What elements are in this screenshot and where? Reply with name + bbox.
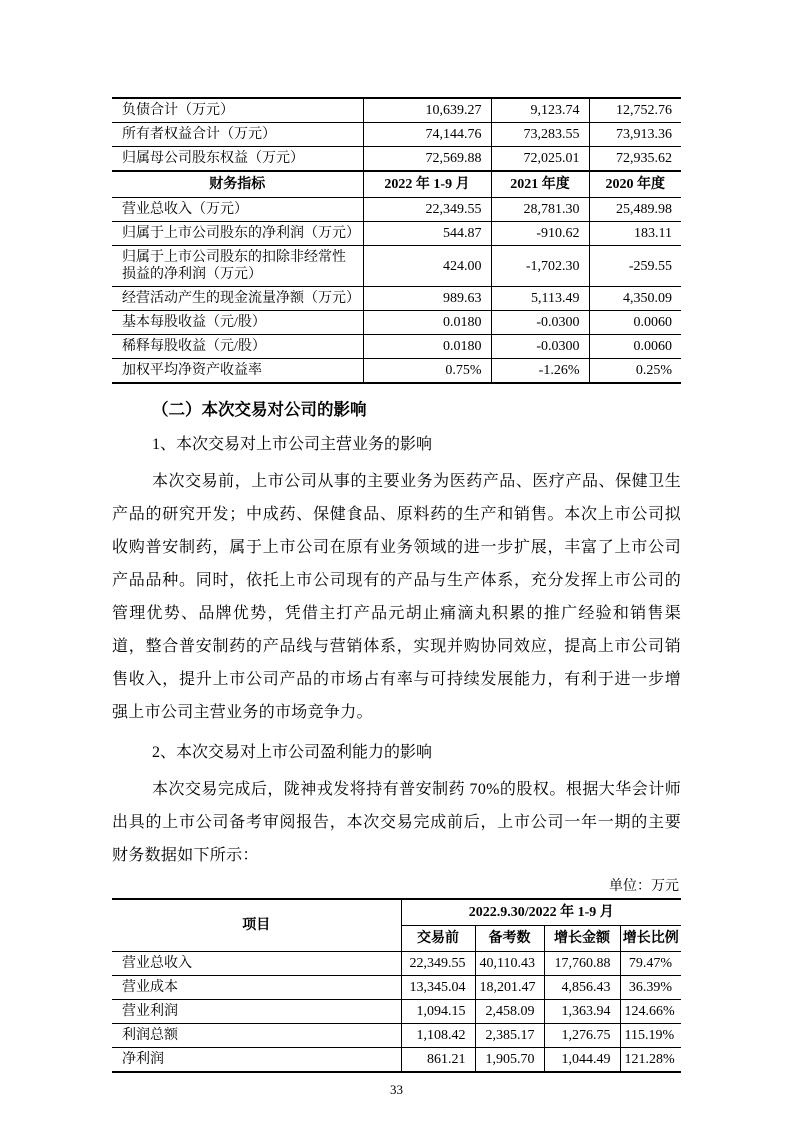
cell-value: 1,094.15 xyxy=(401,1000,475,1024)
table-row xyxy=(112,1024,681,1048)
cell-value: 22,349.55 xyxy=(363,198,491,222)
row-label: 归属母公司股东权益（万元） xyxy=(112,147,363,172)
subsection-2-heading: 2、本次交易对上市公司盈利能力的影响 xyxy=(152,744,433,761)
financial-indicators-body xyxy=(112,198,681,384)
cell-value: 424.00 xyxy=(363,246,491,287)
cell-value: -0.0300 xyxy=(491,311,589,335)
table-row xyxy=(112,1000,681,1024)
table-row xyxy=(112,147,681,172)
cell-value: 1,363.94 xyxy=(544,1000,620,1024)
cell-value: 22,349.55 xyxy=(401,952,475,976)
table-row xyxy=(112,359,681,384)
financial-indicators-header xyxy=(112,171,681,198)
cell-value: -1.26% xyxy=(491,359,589,384)
table-row xyxy=(112,287,681,311)
cell-value: 25,489.98 xyxy=(589,198,681,222)
subsection-1-heading: 1、本次交易对上市公司主营业务的影响 xyxy=(152,436,433,453)
cell-value: 124.66% xyxy=(620,1000,681,1024)
table-row xyxy=(112,976,681,1000)
section-heading: （二）本次交易对公司的影响 xyxy=(152,400,367,419)
cell-value: 72,569.88 xyxy=(363,147,491,172)
cell-value: 73,283.55 xyxy=(491,123,589,147)
cell-value: 1,905.70 xyxy=(475,1048,544,1073)
unit-label: 单位：万元 xyxy=(609,879,679,894)
cell-value: 12,752.76 xyxy=(589,98,681,123)
table-row xyxy=(112,311,681,335)
financial-indicators-table xyxy=(112,97,681,384)
header-cell-growth-amount: 增长金额 xyxy=(544,926,620,952)
row-label: 归属于上市公司股东的净利润（万元） xyxy=(112,222,363,246)
cell-value: 183.11 xyxy=(589,222,681,246)
cell-value: 72,935.62 xyxy=(589,147,681,172)
pro-forma-body xyxy=(112,952,681,1073)
paragraph-profitability-impact: 本次交易完成后，陇神戎发将持有普安制药 70%的股权。根据大华会计师出具的上市公司备考审阅报告，本次交易完成前后，上市公司一年一期的主要财务数据如下所示： xyxy=(112,781,681,864)
table-row xyxy=(112,952,681,976)
cell-value: -259.55 xyxy=(589,246,681,287)
financial-indicators-pre-rows xyxy=(112,98,681,171)
row-label: 稀释每股收益（元/股） xyxy=(112,335,363,359)
table-row xyxy=(112,222,681,246)
cell-value: 1,276.75 xyxy=(544,1024,620,1048)
row-label: 经营活动产生的现金流量净额（万元） xyxy=(112,287,363,311)
row-label: 所有者权益合计（万元） xyxy=(112,123,363,147)
cell-value: 0.0180 xyxy=(363,311,491,335)
table-row xyxy=(112,335,681,359)
row-label: 加权平均净资产收益率 xyxy=(112,359,363,384)
cell-value: 2,458.09 xyxy=(475,1000,544,1024)
pro-forma-comparison-table xyxy=(112,898,681,1073)
header-cell-pre-transaction: 交易前 xyxy=(401,926,475,952)
cell-value: 13,345.04 xyxy=(401,976,475,1000)
cell-value: 989.63 xyxy=(363,287,491,311)
cell-value: 17,760.88 xyxy=(544,952,620,976)
header-cell-growth-ratio: 增长比例 xyxy=(620,926,681,952)
row-label: 营业成本 xyxy=(112,976,401,1000)
cell-value: 0.25% xyxy=(589,359,681,384)
cell-value: 0.0180 xyxy=(363,335,491,359)
row-label: 营业利润 xyxy=(112,1000,401,1024)
row-label: 净利润 xyxy=(112,1048,401,1073)
cell-value: -1,702.30 xyxy=(491,246,589,287)
cell-value: 1,108.42 xyxy=(401,1024,475,1048)
cell-value: 121.28% xyxy=(620,1048,681,1073)
header-cell-item: 项目 xyxy=(112,899,401,952)
header-cell-2020: 2020 年度 xyxy=(589,171,681,198)
row-label: 负债合计（万元） xyxy=(112,98,363,123)
page-number: 33 xyxy=(390,1082,403,1097)
header-cell-2022: 2022 年 1-9 月 xyxy=(363,171,491,198)
cell-value: 5,113.49 xyxy=(491,287,589,311)
row-label: 利润总额 xyxy=(112,1024,401,1048)
cell-value: 0.0060 xyxy=(589,311,681,335)
cell-value: 74,144.76 xyxy=(363,123,491,147)
paragraph-business-impact: 本次交易前，上市公司从事的主要业务为医药产品、医疗产品、保健卫生产品的研究开发；中成药、保健食品、原料药的生产和销售。本次上市公司拟收购普安制药，属于上市公司在原有业务领域的进一步扩展，丰富了上市公司产品品种。同时，依托上市公司现有的产品与生产体系，充分发挥上市公司的管理优势、品牌优势，凭借主打产品元胡止痛滴丸积累的推广经验和销售渠道，整合普安制药的产品线与营销体系，实现并购协同效应，提高上市公司销售收入，提升上市公司产品的市场占有率与可持续发展能力，有利于进一步增强上市公司主营业务的市场竞争力。 xyxy=(112,473,681,721)
cell-value: 72,025.01 xyxy=(491,147,589,172)
cell-value: 544.87 xyxy=(363,222,491,246)
cell-value: -910.62 xyxy=(491,222,589,246)
cell-value: 28,781.30 xyxy=(491,198,589,222)
cell-value: 4,856.43 xyxy=(544,976,620,1000)
cell-value: 18,201.47 xyxy=(475,976,544,1000)
cell-value: 115.19% xyxy=(620,1024,681,1048)
cell-value: -0.0300 xyxy=(491,335,589,359)
cell-value: 36.39% xyxy=(620,976,681,1000)
table-row xyxy=(112,246,681,287)
cell-value: 861.21 xyxy=(401,1048,475,1073)
header-cell-2021: 2021 年度 xyxy=(491,171,589,198)
table-row xyxy=(112,1048,681,1073)
table-row xyxy=(112,98,681,123)
row-label: 营业总收入（万元） xyxy=(112,198,363,222)
cell-value: 4,350.09 xyxy=(589,287,681,311)
cell-value: 1,044.49 xyxy=(544,1048,620,1073)
row-label: 营业总收入 xyxy=(112,952,401,976)
cell-value: 40,110.43 xyxy=(475,952,544,976)
table-header-row xyxy=(112,171,681,198)
table-row xyxy=(112,198,681,222)
cell-value: 0.0060 xyxy=(589,335,681,359)
table-header-row xyxy=(112,899,681,926)
cell-value: 79.47% xyxy=(620,952,681,976)
pro-forma-header xyxy=(112,899,681,952)
table-row xyxy=(112,123,681,147)
cell-value: 73,913.36 xyxy=(589,123,681,147)
cell-value: 0.75% xyxy=(363,359,491,384)
row-label: 基本每股收益（元/股） xyxy=(112,311,363,335)
header-cell-indicator: 财务指标 xyxy=(112,171,363,198)
header-cell-pro-forma: 备考数 xyxy=(475,926,544,952)
cell-value: 2,385.17 xyxy=(475,1024,544,1048)
cell-value: 10,639.27 xyxy=(363,98,491,123)
cell-value: 9,123.74 xyxy=(491,98,589,123)
row-label: 归属于上市公司股东的扣除非经常性损益的净利润（万元） xyxy=(112,246,363,287)
header-cell-period: 2022.9.30/2022 年 1-9 月 xyxy=(401,899,681,926)
